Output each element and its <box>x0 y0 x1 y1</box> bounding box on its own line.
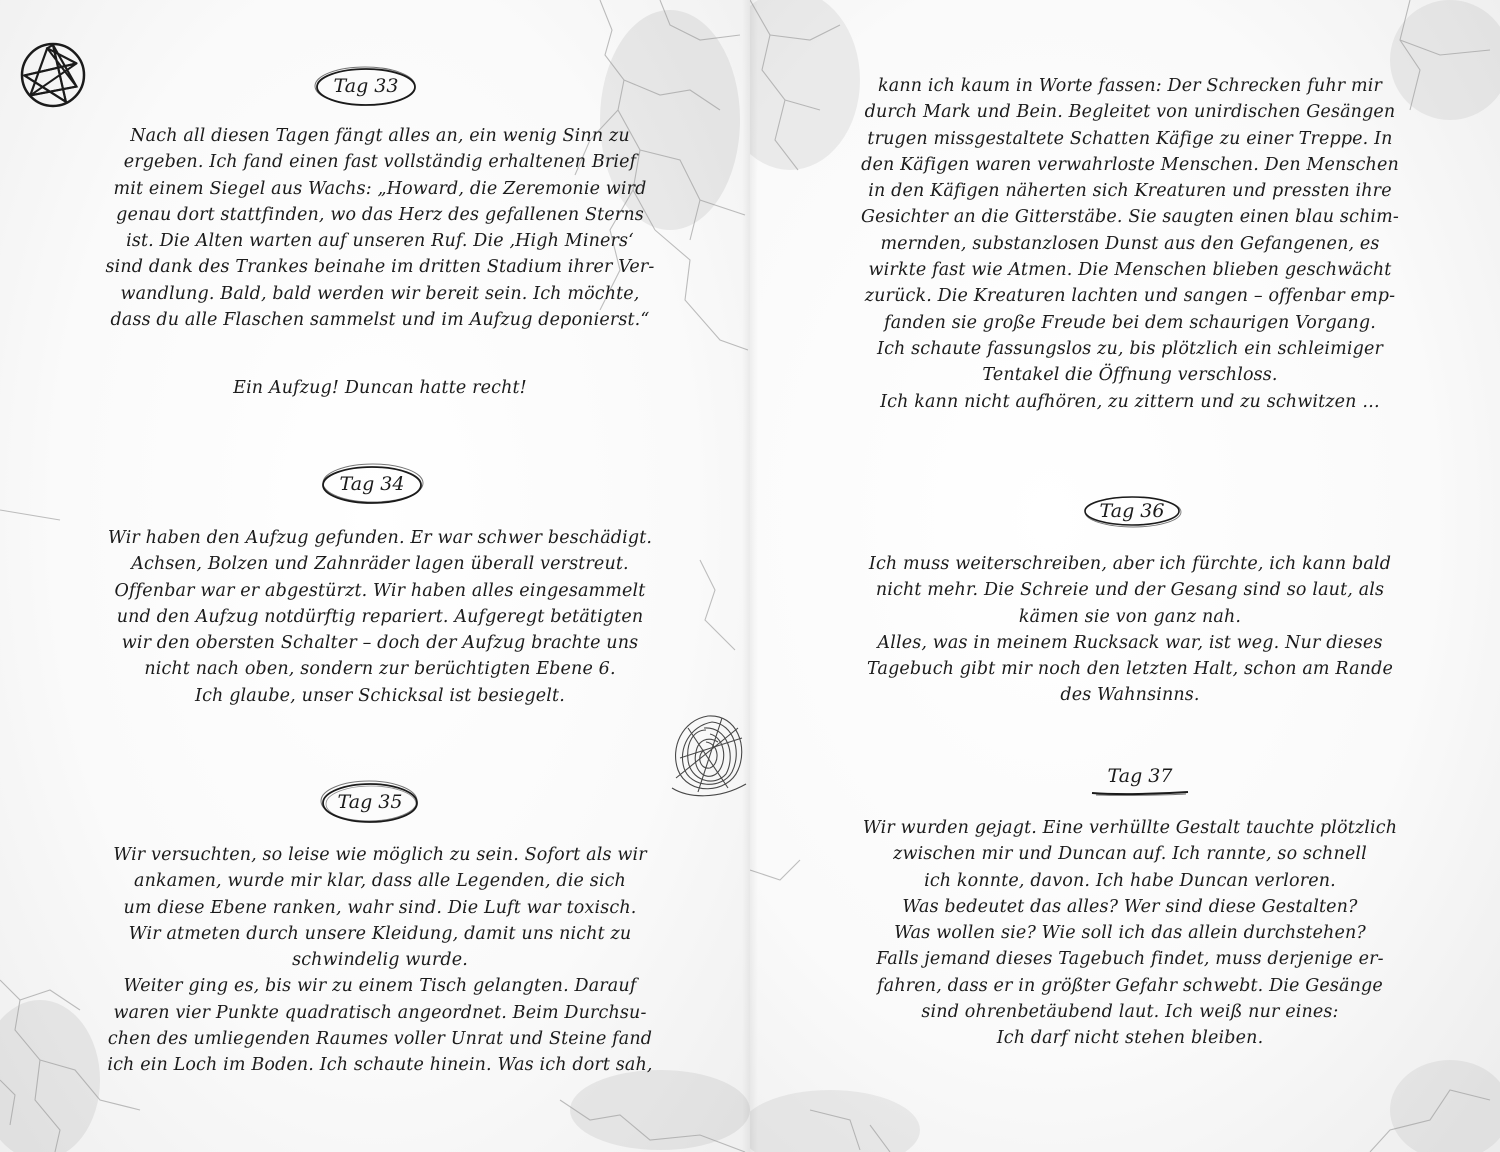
day-label-tag-35 <box>318 779 422 825</box>
heptagram-icon <box>18 40 88 110</box>
entry-line: Tentakel die Öffnung verschloss. <box>982 365 1278 386</box>
day-label-tag-37 <box>1088 762 1192 798</box>
diary-entry-tag-34 <box>40 525 720 709</box>
book-gutter <box>742 0 758 1152</box>
day-label-tag-33 <box>312 64 420 108</box>
day-label-text: Tag 33 <box>333 75 399 97</box>
entry-line: sind dank des Trankes beinahe im dritten Stadium ihrer Ver- <box>105 257 655 278</box>
diary-entry-tag-33 <box>40 123 720 402</box>
entry-line: Ich schaute fassungslos zu, bis plötzlich ein schleimiger <box>877 338 1383 359</box>
entry-line: Was bedeutet das alles? Wer sind diese Gestalten? <box>902 896 1358 917</box>
day-label-text: Tag 36 <box>1099 500 1165 522</box>
entry-line: mernden, substanzlosen Dunst aus den Gefangenen, es <box>880 233 1380 254</box>
entry-line: des Wahnsinns. <box>1060 685 1200 706</box>
entry-line: Alles, was in meinem Rucksack war, ist weg. Nur dieses <box>877 632 1383 653</box>
entry-line: Weiter ging es, bis wir zu einem Tisch gelangten. Darauf <box>123 976 637 997</box>
entry-line: sind ohrenbetäubend laut. Ich weiß nur eines: <box>921 1002 1339 1023</box>
diary-entry-tag-35 <box>40 842 720 1079</box>
entry-line: in den Käfigen näherten sich Kreaturen und pressten ihre <box>868 181 1392 202</box>
entry-line: Gesichter an die Gitterstäbe. Sie saugten einen blau schim- <box>861 207 1399 228</box>
entry-line: wandlung. Bald, bald werden wir bereit sein. Ich möchte, <box>120 283 640 304</box>
entry-line: Achsen, Bolzen und Zahnräder lagen überall verstreut. <box>131 554 629 575</box>
day-label-text: Tag 37 <box>1107 765 1173 787</box>
entry-line: ich ein Loch im Boden. Ich schaute hinein. Was ich dort sah, <box>107 1055 653 1076</box>
entry-line: Ein Aufzug! Duncan hatte recht! <box>233 378 527 399</box>
entry-line: Nach all diesen Tagen fängt alles an, ein wenig Sinn zu <box>130 126 630 146</box>
right-page <box>750 0 1500 1152</box>
entry-line: um diese Ebene ranken, wahr sind. Die Luft war toxisch. <box>123 897 637 918</box>
entry-line: ergeben. Ich fand einen fast vollständig erhaltenen Brief <box>123 152 637 173</box>
day-label-tag-36 <box>1080 492 1184 530</box>
ink-scribble-icon <box>668 708 750 800</box>
entry-line: Ich kann nicht aufhören, zu zittern und zu schwitzen … <box>880 391 1380 412</box>
entry-line: ich konnte, davon. Ich habe Duncan verloren. <box>924 870 1336 891</box>
entry-line: Was wollen sie? Wie soll ich das allein durchstehen? <box>894 923 1366 944</box>
day-label-text: Tag 35 <box>337 791 403 813</box>
diary-entry-tag-36 <box>790 551 1470 709</box>
entry-line: Wir atmeten durch unsere Kleidung, damit uns nicht zu <box>128 923 632 944</box>
entry-line: wirkte fast wie Atmen. Die Menschen blieben geschwächt <box>868 260 1392 281</box>
entry-line <box>40 333 720 359</box>
entry-line: wir den obersten Schalter – doch der Aufzug brachte uns <box>121 633 639 654</box>
entry-line: kann ich kaum in Worte fassen: Der Schrecken fuhr mir <box>877 76 1383 96</box>
entry-line: fahren, dass er in größter Gefahr schwebt. Die Gesänge <box>877 975 1383 996</box>
entry-line: Ich glaube, unser Schicksal ist besiegelt. <box>195 685 565 706</box>
day-label-text: Tag 34 <box>339 473 405 495</box>
entry-line: Wir versuchten, so leise wie möglich zu sein. Sofort als wir <box>113 845 647 865</box>
entry-line: dass du alle Flaschen sammelst und im Aufzug deponierst.“ <box>110 310 650 331</box>
entry-line: genau dort stattfinden, wo das Herz des gefallenen Sterns <box>116 204 644 225</box>
entry-line: Offenbar war er abgestürzt. Wir haben alles eingesammelt <box>114 580 646 601</box>
entry-line: schwindelig wurde. <box>292 950 468 971</box>
entry-line: Ich darf nicht stehen bleiben. <box>996 1028 1264 1049</box>
entry-line: Wir haben den Aufzug gefunden. Er war schwer beschädigt. <box>107 528 653 548</box>
entry-line: und den Aufzug notdürftig repariert. Aufgeregt betätigten <box>116 606 644 627</box>
entry-line: den Käfigen waren verwahrloste Menschen. Den Menschen <box>861 154 1399 175</box>
entry-line: nicht nach oben, sondern zur berüchtigten Ebene 6. <box>144 659 616 680</box>
entry-line: Ich muss weiterschreiben, aber ich fürchte, ich kann bald <box>868 554 1392 574</box>
day-label-tag-34 <box>318 462 426 506</box>
entry-line: waren vier Punkte quadratisch angeordnet. Beim Durchsu- <box>113 1002 647 1023</box>
entry-line: zurück. Die Kreaturen lachten und sangen – offenbar emp- <box>864 286 1396 307</box>
entry-line: ankamen, wurde mir klar, dass alle Legenden, die sich <box>134 871 626 892</box>
entry-line: mit einem Siegel aus Wachs: „Howard, die Zeremonie wird <box>113 178 647 199</box>
entry-line: trugen missgestaltete Schatten Käfige zu einer Treppe. In <box>867 128 1393 149</box>
entry-line: fanden sie große Freude bei dem schaurigen Vorgang. <box>884 312 1376 333</box>
diary-entry-continuation <box>790 73 1470 415</box>
entry-line: zwischen mir und Duncan auf. Ich rannte, so schnell <box>893 844 1367 865</box>
entry-line: ist. Die Alten warten auf unseren Ruf. Die ‚High Miners‘ <box>126 231 634 252</box>
entry-line: Tagebuch gibt mir noch den letzten Halt, schon am Rande <box>867 659 1393 680</box>
entry-line: Wir wurden gejagt. Eine verhüllte Gestalt tauchte plötzlich <box>862 818 1398 838</box>
entry-line: Falls jemand dieses Tagebuch findet, muss derjenige er- <box>876 949 1384 970</box>
entry-line: chen des umliegenden Raumes voller Unrat und Steine fand <box>107 1029 653 1050</box>
entry-line: kämen sie von ganz nah. <box>1018 606 1242 627</box>
diary-entry-tag-37 <box>790 815 1470 1052</box>
entry-line: durch Mark und Bein. Begleitet von unirdischen Gesängen <box>864 102 1396 123</box>
entry-line: nicht mehr. Die Schreie und der Gesang sind so laut, als <box>875 580 1385 601</box>
